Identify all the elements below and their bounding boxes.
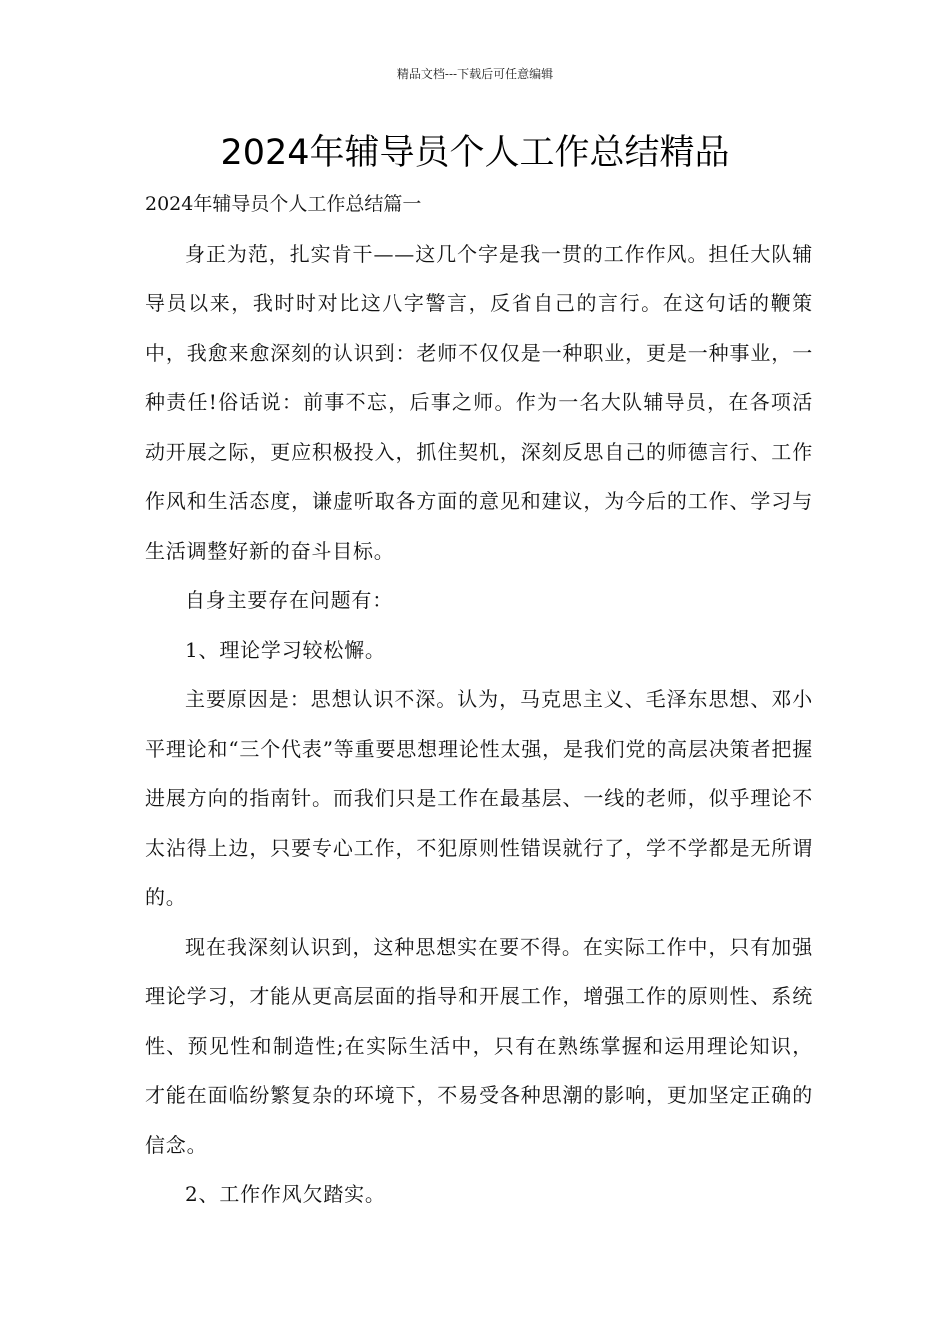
header-note: 精品文档---下载后可任意编辑 (396, 67, 554, 81)
paragraph-problems-heading: 自身主要存在问题有： (185, 588, 393, 612)
paragraph-item-2: 2、工作作风欠踏实。 (185, 1182, 386, 1206)
document-body (145, 180, 813, 1220)
paragraph-intro: 身正为范，扎实肯干——这几个字是我一贯的工作作风。担任大队辅导员以来，我时时对比这八字警言，反省自己的言行。在这句话的鞭策中，我愈来愈深刻的认识到：老师不仅仅是一种职业，更是一种事业，一种责任!俗话说：前事不忘，后事之师。作为一名大队辅导员，在各项活动开展之际，更应积极投入，抓住契机，深刻反思自己的师德言行、工作作风和生活态度，谦虚听取各方面的意见和建议，为今后的工作、学习与生活调整好新的奋斗目标。 (145, 241, 813, 563)
section-subtitle: 2024年辅导员个人工作总结篇一 (145, 193, 422, 215)
paragraph-reflection: 现在我深刻认识到，这种思想实在要不得。在实际工作中，只有加强理论学习，才能从更高层面的指导和开展工作，增强工作的原则性、系统性、预见性和制造性;在实际生活中，只有在熟练掌握和运用理论知识，才能在面临纷繁复杂的环境下，不易受各种思潮的影响，更加坚定正确的信念。 (145, 934, 813, 1157)
paragraph-reason: 主要原因是：思想认识不深。认为，马克思主义、毛泽东思想、邓小平理论和“三个代表”等重要思想理论性太强，是我们党的高层决策者把握进展方向的指南针。而我们只是工作在最基层、一线的老师，似乎理论不太沾得上边，只要专心工作，不犯原则性错误就行了，学不学都是无所谓的。 (145, 687, 813, 909)
document-title: 2024年辅导员个人工作总结精品 (220, 133, 730, 173)
paragraph-item-1: 1、理论学习较松懈。 (185, 637, 386, 662)
